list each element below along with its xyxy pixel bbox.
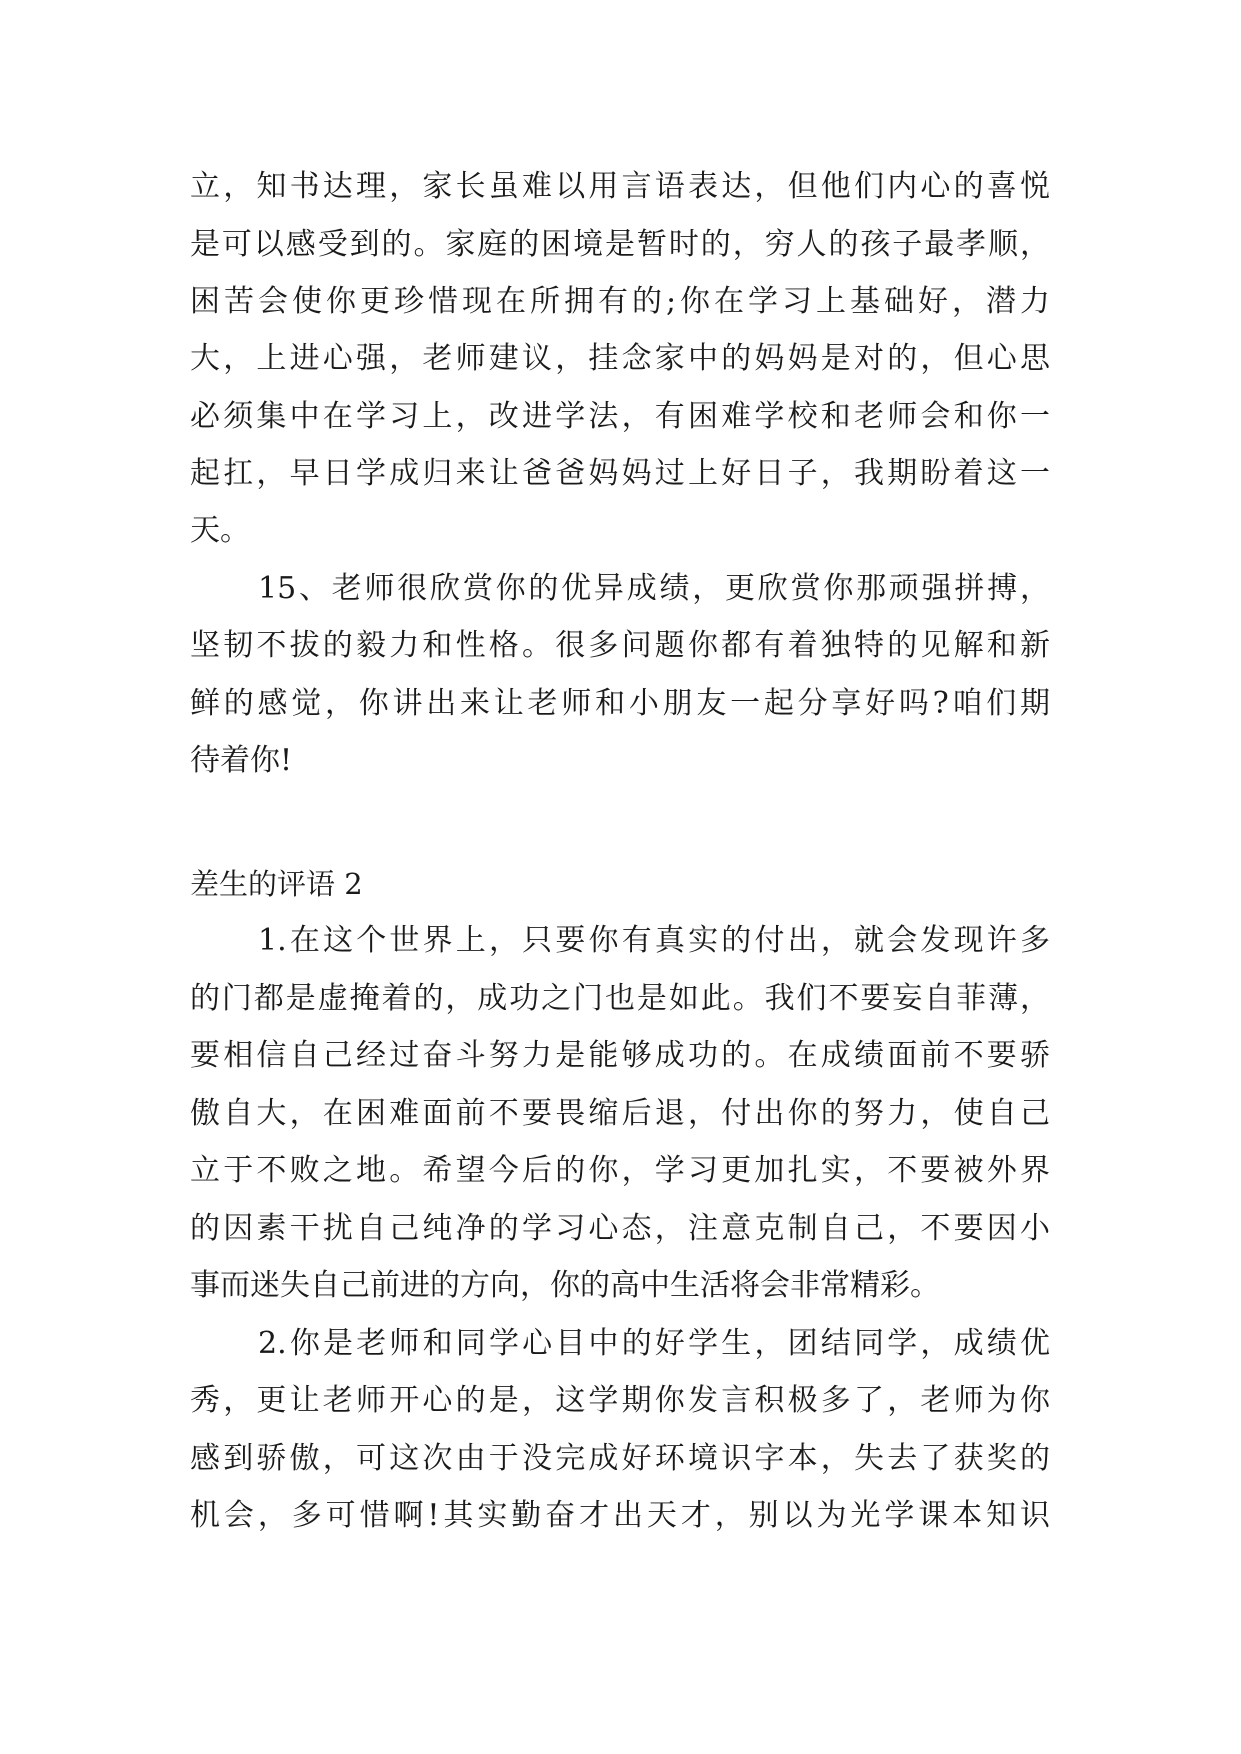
text-line: 事而迷失自己前进的方向，你的高中生活将会非常精彩。 bbox=[190, 1268, 940, 1303]
text-line: 坚韧不拔的毅力和性格。很多问题你都有着独特的见解和新 bbox=[190, 628, 1050, 663]
section-heading: 差生的评语 2 bbox=[190, 867, 363, 901]
text-line: 困苦会使你更珍惜现在所拥有的;你在学习上基础好，潜力 bbox=[190, 284, 1050, 319]
text-line: 傲自大，在困难面前不要畏缩后退，付出你的努力，使自己 bbox=[190, 1096, 1050, 1131]
text-line: 秀，更让老师开心的是，这学期你发言积极多了，老师为你 bbox=[190, 1383, 1050, 1418]
text-line: 15、老师很欣赏你的优异成绩，更欣赏你那顽强拼搏， bbox=[258, 571, 1050, 606]
text-line: 的门都是虚掩着的，成功之门也是如此。我们不要妄自菲薄， bbox=[190, 981, 1050, 1016]
text-line: 立，知书达理，家长虽难以用言语表达，但他们内心的喜悦 bbox=[190, 169, 1050, 204]
text-line: 机会，多可惜啊!其实勤奋才出天才，别以为光学课本知识 bbox=[190, 1498, 1050, 1533]
text-line: 是可以感受到的。家庭的困境是暂时的，穷人的孩子最孝顺， bbox=[190, 227, 1050, 262]
text-line: 立于不败之地。希望今后的你，学习更加扎实，不要被外界 bbox=[190, 1153, 1050, 1188]
text-line: 天。 bbox=[190, 513, 250, 548]
text-line: 必须集中在学习上，改进学法，有困难学校和老师会和你一 bbox=[190, 399, 1050, 434]
text-line: 鲜的感觉，你讲出来让老师和小朋友一起分享好吗?咱们期 bbox=[190, 686, 1050, 721]
text-line: 2.你是老师和同学心目中的好学生，团结同学，成绩优 bbox=[258, 1326, 1050, 1361]
text-line: 1.在这个世界上，只要你有真实的付出，就会发现许多 bbox=[258, 923, 1050, 958]
text-line: 感到骄傲，可这次由于没完成好环境识字本，失去了获奖的 bbox=[190, 1441, 1050, 1476]
text-line: 大，上进心强，老师建议，挂念家中的妈妈是对的，但心思 bbox=[190, 341, 1050, 376]
text-line: 的因素干扰自己纯净的学习心态，注意克制自己，不要因小 bbox=[190, 1211, 1050, 1246]
text-line: 要相信自己经过奋斗努力是能够成功的。在成绩面前不要骄 bbox=[190, 1038, 1050, 1073]
text-line: 起扛，早日学成归来让爸爸妈妈过上好日子，我期盼着这一 bbox=[190, 456, 1050, 491]
text-line: 待着你! bbox=[190, 743, 293, 778]
